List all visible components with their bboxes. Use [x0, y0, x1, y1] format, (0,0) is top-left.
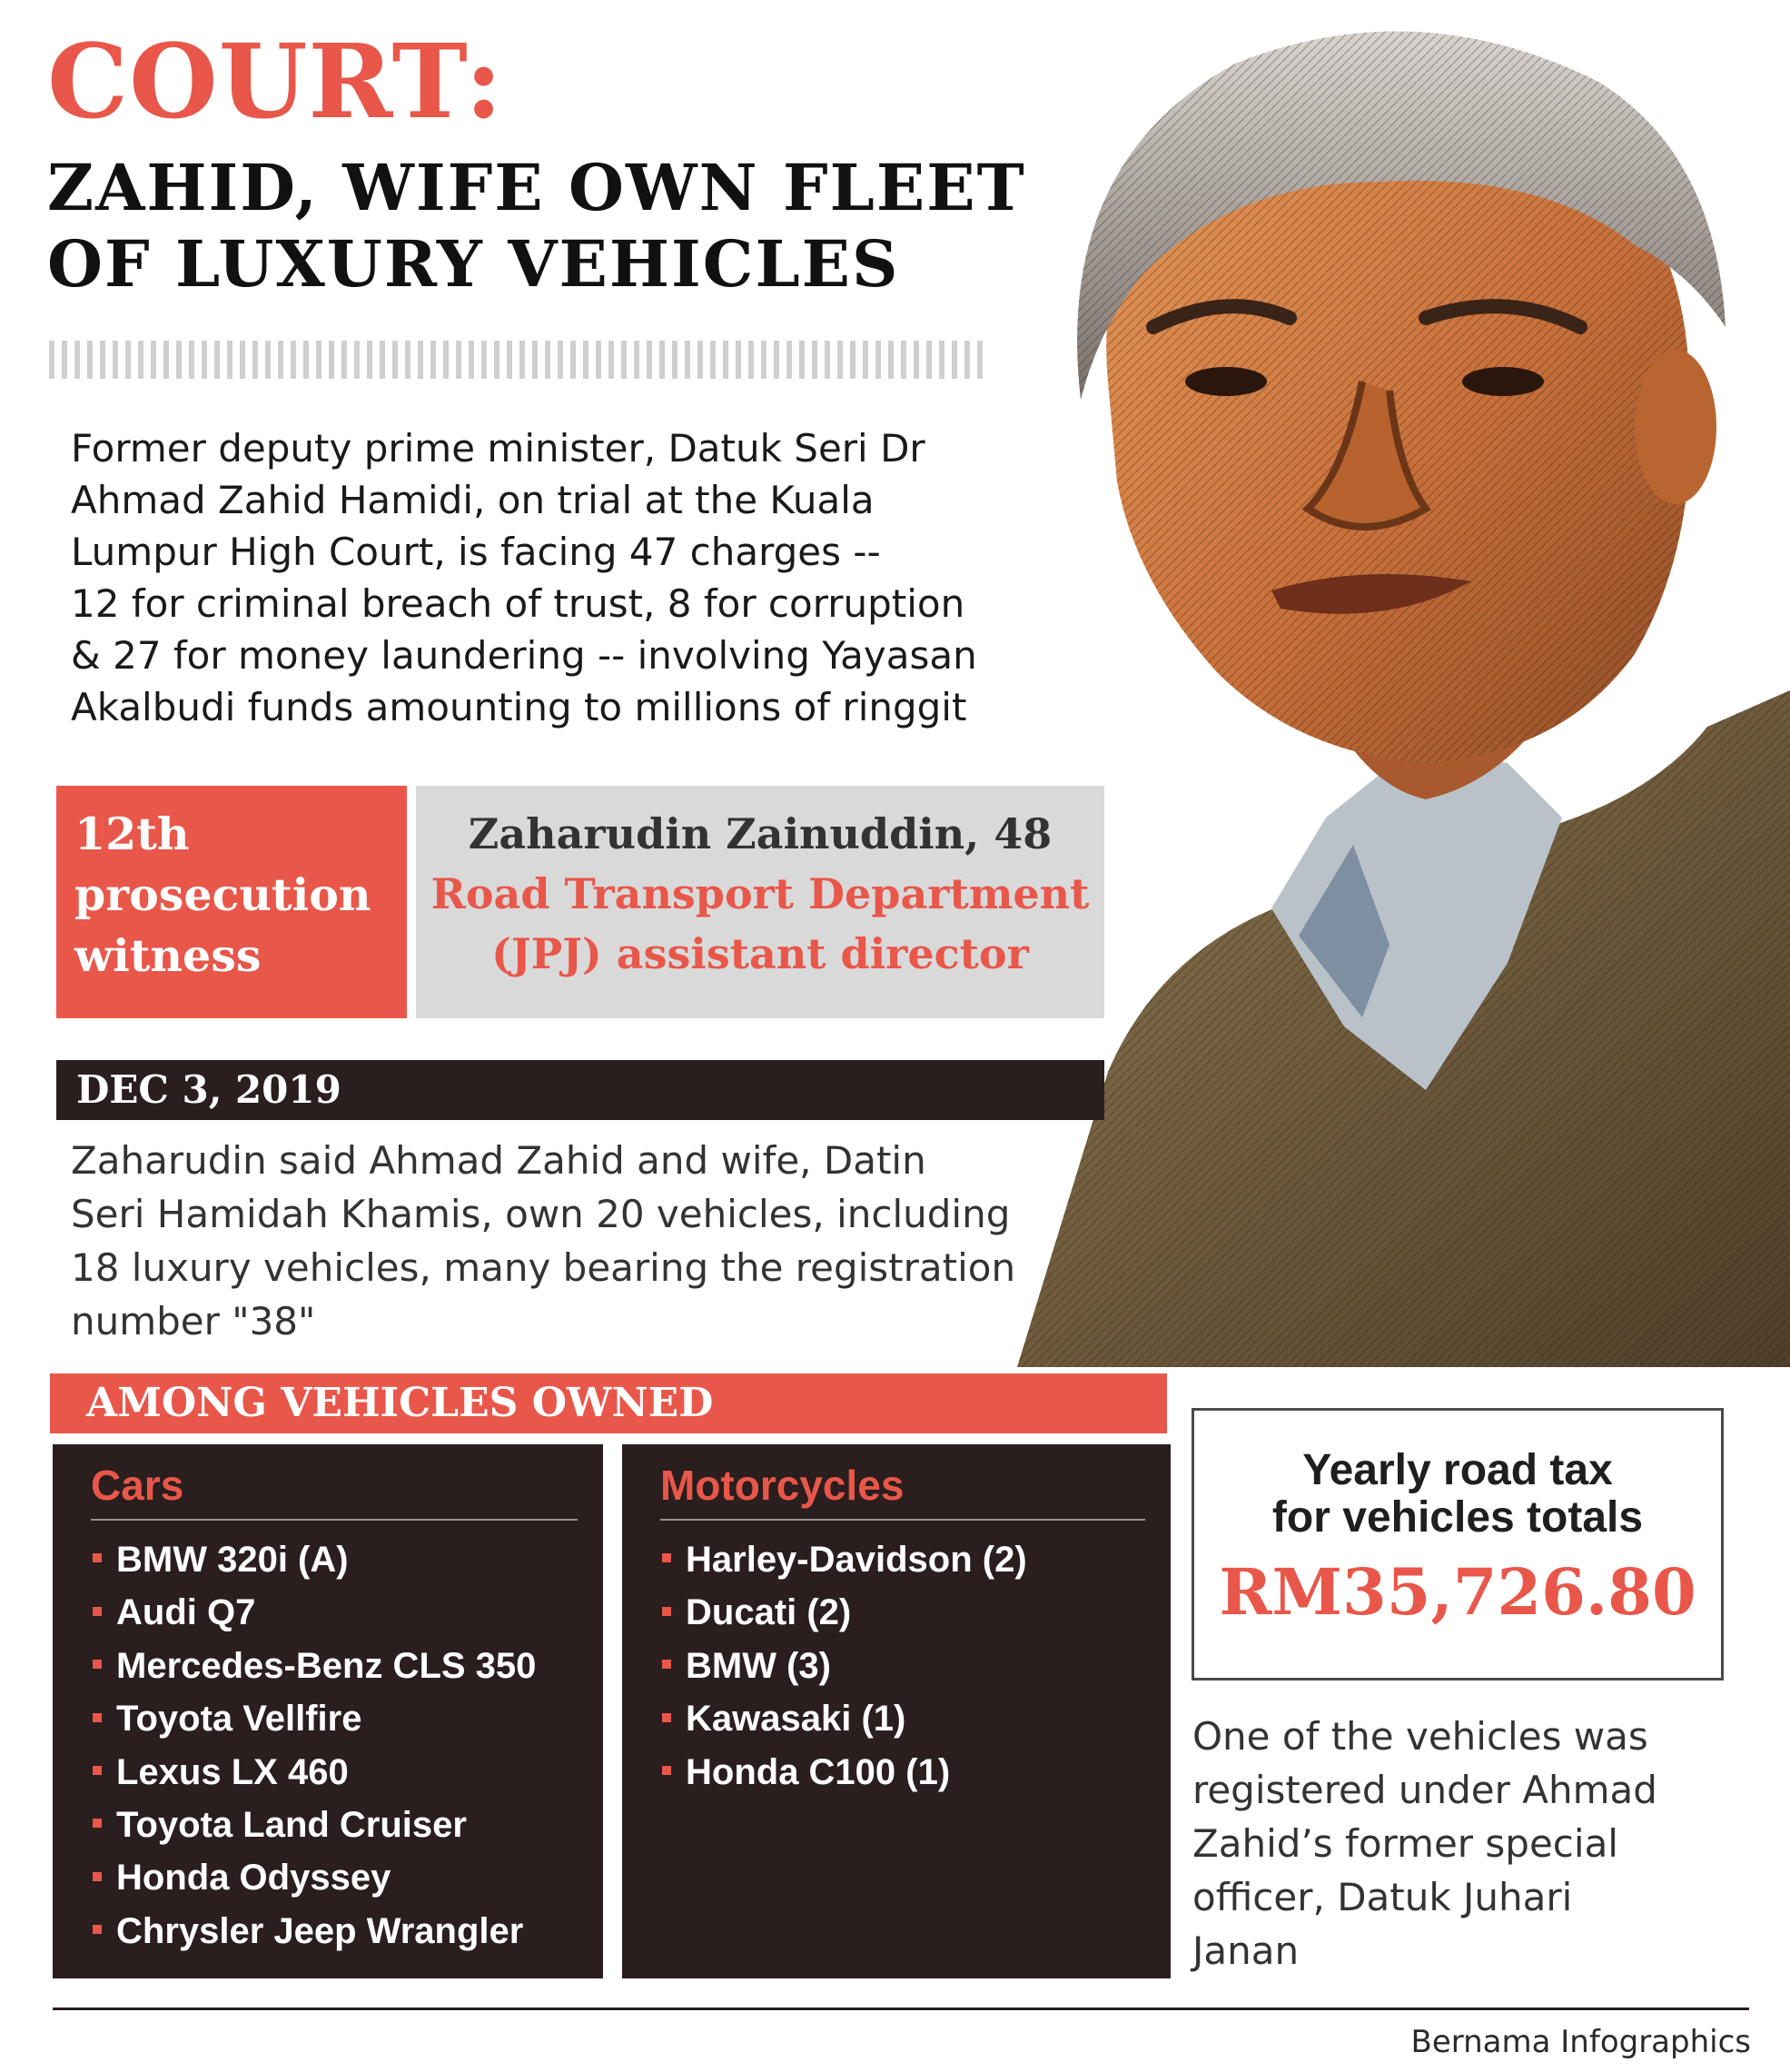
witness-name: Zaharudin Zainuddin, 48	[468, 809, 1053, 858]
car-name: Audi Q7	[116, 1592, 256, 1633]
intro-line: Lumpur High Court, is facing 47 charges --	[71, 530, 881, 574]
cars-panel	[53, 1444, 603, 1978]
bullet-icon	[662, 1607, 671, 1616]
intro-line: Former deputy prime minister, Datuk Seri Dr	[71, 426, 925, 471]
bullet-icon	[93, 1872, 102, 1881]
bullet-icon	[93, 1713, 102, 1722]
testimony-paragraph	[71, 1134, 1106, 1348]
bullet-icon	[93, 1766, 102, 1775]
list-item	[93, 1851, 536, 1904]
car-name: Chrysler Jeep Wrangler	[116, 1910, 524, 1951]
car-name: Mercedes-Benz CLS 350	[116, 1645, 537, 1686]
headline-line: OF LUXURY VEHICLES	[47, 226, 900, 302]
bullet-icon	[93, 1925, 102, 1934]
testimony-line: Zaharudin said Ahmad Zahid and wife, Datin	[71, 1138, 926, 1183]
motorcycle-name: Kawasaki (1)	[686, 1699, 906, 1740]
motorcycle-name: Honda C100 (1)	[686, 1751, 951, 1792]
list-item	[662, 1640, 1027, 1692]
witness-role-line: Road Transport Department	[430, 869, 1090, 918]
motorcycles-list	[662, 1533, 1027, 1799]
witness-label-line: witness	[74, 929, 262, 982]
witness-identity	[416, 786, 1104, 1018]
bullet-icon	[93, 1553, 102, 1562]
list-item	[93, 1533, 536, 1586]
testimony-line: number "38"	[71, 1299, 316, 1343]
testimony-line: 18 luxury vehicles, many bearing the registration	[71, 1245, 1016, 1290]
page-title	[47, 150, 1026, 302]
list-item	[662, 1692, 1027, 1745]
intro-line: & 27 for money laundering -- involving Yayasan	[71, 633, 977, 678]
witness-label-line: prosecution	[74, 868, 371, 921]
list-item	[93, 1799, 536, 1851]
intro-line: 12 for criminal breach of trust, 8 for corruption	[71, 581, 965, 626]
list-item	[662, 1746, 1027, 1799]
witness-label-line: 12th	[74, 808, 190, 860]
cars-list	[93, 1533, 536, 1958]
road-tax-label	[1194, 1447, 1721, 1542]
list-item	[93, 1586, 536, 1639]
footer-divider	[53, 2008, 1749, 2010]
list-item	[662, 1533, 1027, 1586]
road-tax-label-line: for vehicles totals	[1271, 1493, 1644, 1542]
list-item	[93, 1640, 536, 1692]
witness-role-line: (JPJ) assistant director	[491, 929, 1029, 978]
footer-credit: Bernama Infographics	[1410, 2024, 1751, 2060]
decorative-divider	[49, 341, 985, 379]
road-tax-label-line: Yearly road tax	[1302, 1446, 1613, 1494]
bullet-icon	[93, 1607, 102, 1616]
bullet-icon	[93, 1819, 102, 1828]
intro-line: Akalbudi funds amounting to millions of ringgit	[71, 685, 967, 729]
note-line: registered under Ahmad	[1192, 1768, 1657, 1812]
testimony-line: Seri Hamidah Khamis, own 20 vehicles, including	[71, 1192, 1011, 1236]
note-line: officer, Datuk Juhari	[1192, 1875, 1573, 1919]
intro-paragraph	[71, 422, 1052, 733]
bullet-icon	[662, 1713, 671, 1722]
bullet-icon	[662, 1553, 671, 1562]
road-tax-box	[1192, 1408, 1724, 1680]
testimony-date: DEC 3, 2019	[56, 1060, 1104, 1120]
car-name: Lexus LX 460	[116, 1751, 349, 1792]
list-item	[662, 1586, 1027, 1639]
note-line: Janan	[1192, 1928, 1300, 1973]
note-line: Zahid’s former special	[1192, 1821, 1618, 1866]
bullet-icon	[93, 1660, 102, 1669]
motorcycles-panel	[622, 1444, 1171, 1978]
witness-label	[56, 786, 407, 1018]
registration-note	[1192, 1710, 1755, 1978]
headline-line: ZAHID, WIFE OWN FLEET	[47, 150, 1026, 225]
panel-divider	[91, 1519, 578, 1521]
list-item	[93, 1746, 536, 1799]
motorcycle-name: Harley-Davidson (2)	[686, 1540, 1027, 1580]
cars-title: Cars	[91, 1462, 184, 1509]
road-tax-amount: RM35,726.80	[1219, 1554, 1696, 1630]
car-name: Honda Odyssey	[116, 1858, 391, 1899]
page-kicker: COURT:	[47, 23, 504, 142]
bullet-icon	[662, 1660, 671, 1669]
motorcycle-name: Ducati (2)	[686, 1592, 852, 1633]
intro-line: Ahmad Zahid Hamidi, on trial at the Kuala	[71, 478, 875, 522]
motorcycles-title: Motorcycles	[660, 1462, 905, 1509]
vehicles-heading: AMONG VEHICLES OWNED	[50, 1373, 1167, 1433]
list-item	[93, 1692, 536, 1745]
panel-divider	[660, 1519, 1145, 1521]
list-item	[93, 1905, 536, 1958]
note-line: One of the vehicles was	[1192, 1714, 1648, 1759]
motorcycle-name: BMW (3)	[686, 1645, 831, 1686]
car-name: Toyota Land Cruiser	[116, 1805, 467, 1846]
bullet-icon	[662, 1766, 671, 1775]
car-name: Toyota Vellfire	[116, 1699, 362, 1740]
car-name: BMW 320i (A)	[116, 1540, 349, 1580]
portrait-illustration	[999, 0, 1790, 1367]
